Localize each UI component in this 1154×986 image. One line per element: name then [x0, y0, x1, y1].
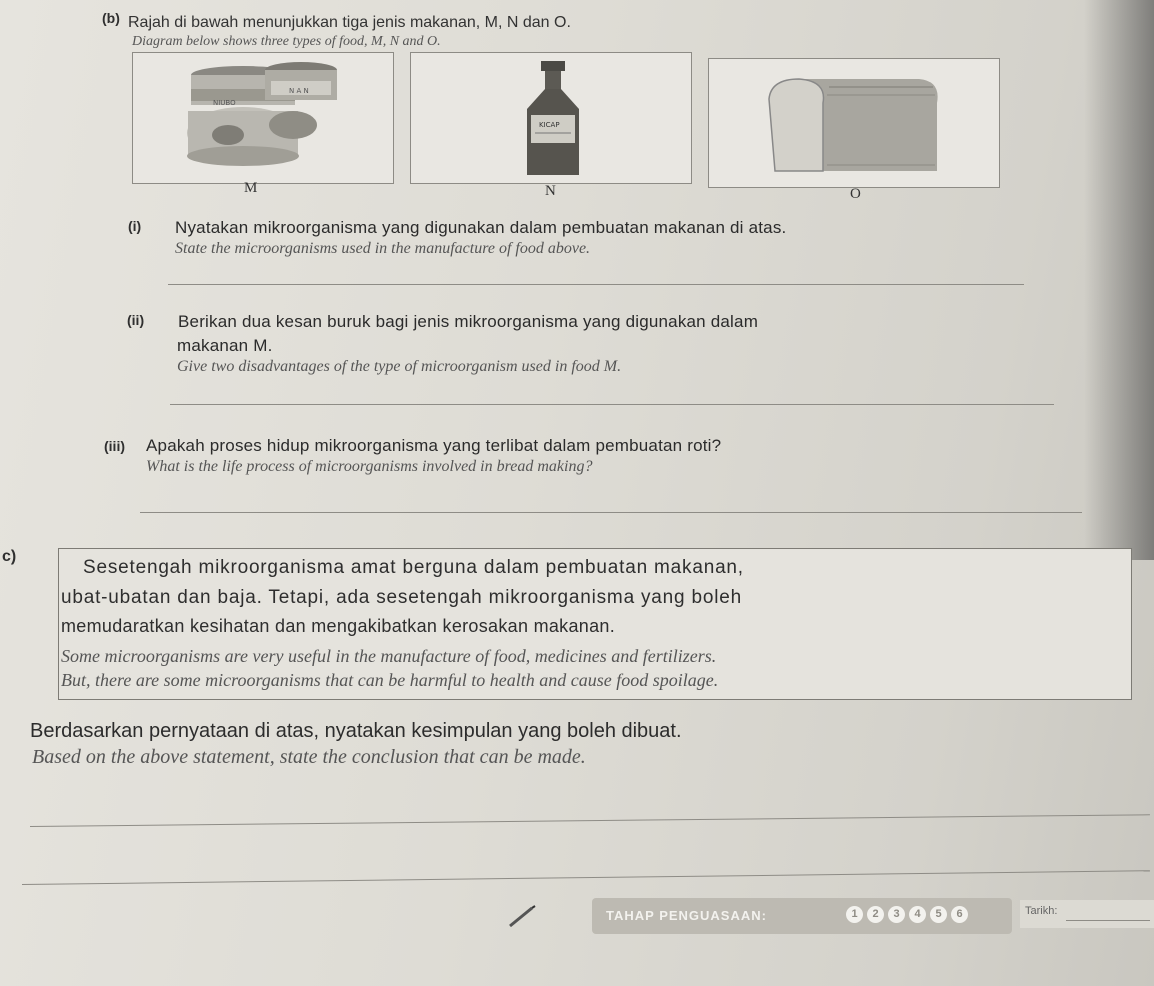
question-label-c: c) — [2, 548, 17, 565]
intro-malay: Rajah di bawah menunjukkan tiga jenis makanan, M, N dan O. — [128, 14, 571, 31]
bottle-label: KICAP — [539, 121, 560, 129]
question-i-malay: Nyatakan mikroorganisma yang digunakan dalam pembuatan makanan di atas. — [175, 218, 787, 237]
jar-label-1: NIUBO — [213, 99, 236, 107]
image-m-caption: M — [244, 180, 258, 196]
statement-box — [58, 548, 1132, 700]
level-2-circle[interactable]: 2 — [867, 906, 884, 923]
page-shadow — [1084, 0, 1154, 560]
bread-loaf-illustration — [709, 59, 999, 187]
question-number-ii: (ii) — [127, 312, 145, 328]
question-number-i: (i) — [128, 218, 142, 234]
question-iii-english: What is the life process of microorganisms involved in bread making? — [146, 458, 593, 475]
level-3-circle[interactable]: 3 — [888, 906, 905, 923]
date-label: Tarikh: — [1025, 905, 1058, 917]
conclusion-malay: Berdasarkan pernyataan di atas, nyatakan kesimpulan yang boleh dibuat. — [30, 720, 682, 742]
question-label-b: (b) — [102, 10, 120, 26]
intro-english: Diagram below shows three types of food, M, N and O. — [132, 34, 441, 49]
question-iii-malay: Apakah proses hidup mikroorganisma yang terlibat dalam pembuatan roti? — [146, 436, 722, 455]
jar-illustration — [133, 53, 393, 183]
conclusion-answer-line-2[interactable] — [22, 870, 1150, 885]
image-n-caption: N — [545, 183, 556, 199]
level-1-circle[interactable]: 1 — [846, 906, 863, 923]
level-6-circle[interactable]: 6 — [951, 906, 968, 923]
image-o-caption: O — [850, 186, 861, 202]
jar-label-2: N A N — [289, 87, 309, 95]
mastery-level-label: TAHAP PENGUASAAN: — [606, 908, 767, 923]
question-ii-english: Give two disadvantages of the type of microorganism used in food M. — [177, 358, 622, 375]
question-number-iii: (iii) — [104, 438, 125, 454]
answer-line-i[interactable] — [168, 284, 1024, 285]
image-o-box — [708, 58, 1000, 188]
question-i-english: State the microorganisms used in the manufacture of food above. — [175, 240, 591, 257]
level-5-circle[interactable]: 5 — [930, 906, 947, 923]
answer-line-ii[interactable] — [170, 404, 1054, 405]
conclusion-english: Based on the above statement, state the conclusion that can be made. — [32, 746, 586, 768]
question-ii-malay-line2: makanan M. — [177, 336, 273, 355]
image-n-box — [410, 52, 692, 184]
level-4-circle[interactable]: 4 — [909, 906, 926, 923]
statement-english-line1: Some microorganisms are very useful in the manufacture of food, medicines and fertilizers. — [61, 646, 717, 666]
statement-malay-line1: Sesetengah mikroorganisma amat berguna dalam pembuatan makanan, — [83, 557, 744, 578]
image-m-box — [132, 52, 394, 184]
answer-line-iii[interactable] — [140, 512, 1082, 513]
statement-malay-line2: ubat-ubatan dan baja. Tetapi, ada sesetengah mikroorganisma yang boleh — [61, 587, 742, 608]
question-ii-malay-line1: Berikan dua kesan buruk bagi jenis mikroorganisma yang digunakan dalam — [178, 312, 759, 331]
statement-malay-line3: memudaratkan kesihatan dan mengakibatkan kerosakan makanan. — [61, 616, 616, 636]
date-field[interactable] — [1066, 920, 1150, 921]
conclusion-answer-line-1[interactable] — [30, 814, 1150, 827]
pencil-icon — [508, 904, 536, 928]
statement-english-line2: But, there are some microorganisms that can be harmful to health and cause food spoilage. — [61, 670, 719, 690]
bottle-illustration — [411, 53, 691, 183]
